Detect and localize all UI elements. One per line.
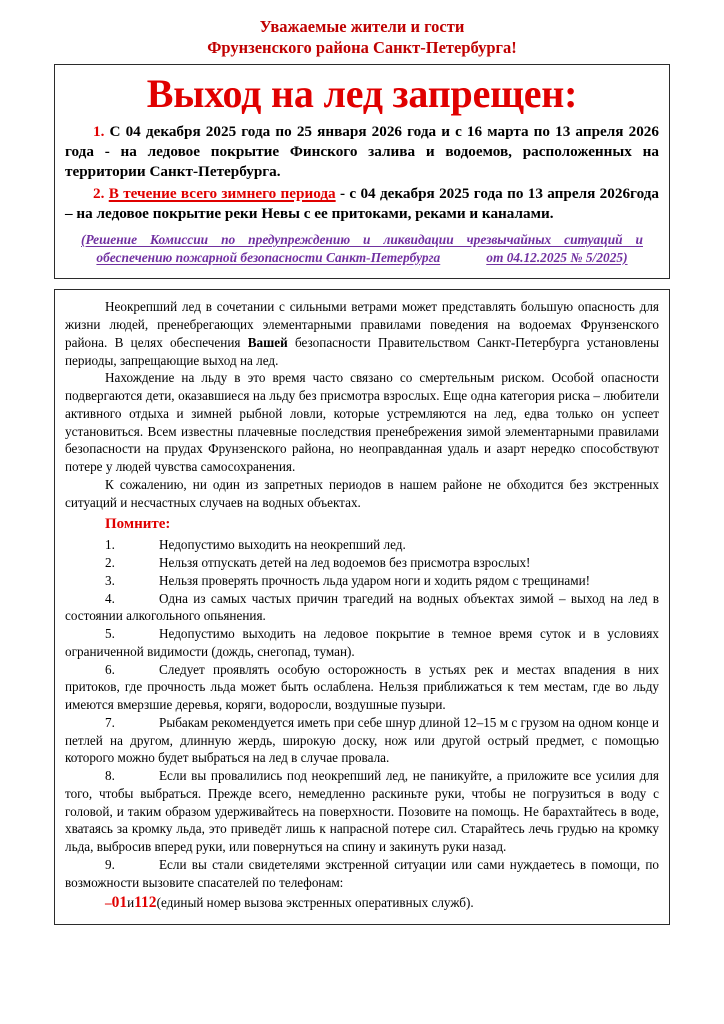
legal-citation-part-2: от 04.12.2025 № 5/2025) xyxy=(486,249,628,265)
list-item xyxy=(65,767,659,856)
rule-5-text: Недопустимо выходить на ледовое покрытие в темное время суток и в условиях ограниченной видимости (дождь, снегопад, туман). xyxy=(65,626,659,659)
salutation-block xyxy=(0,0,724,64)
rule-7-number: 7. xyxy=(105,714,115,730)
rule-3-number: 3. xyxy=(105,572,115,588)
list-item xyxy=(65,856,659,892)
list-item xyxy=(65,625,659,661)
body-paragraph-1-part-a: Неокрепший лед в сочетании с сильными ветрами может представлять большую опасность для жизни людей, пренебрегающих элементарными правилами поведения на водоемах Фрунзенского района. В целях обеспечения xyxy=(65,299,659,350)
emergency-phone-112: 112 xyxy=(134,894,157,912)
legal-citation xyxy=(81,231,643,267)
rule-8-text: Если вы провалились под неокрепший лед, не паникуйте, а приложите все усилия для того, чтобы выбраться. Прежде всего, немедленно раскиньте руки, чтобы не погрузиться в воду с головой, и таким образом удерживайтесь на поверхности. Позовите на помощь. Не барахтайтесь в воде, хватаясь за кромку льда, это приведёт лишь к напрасной потере сил. Старайтесь лечь грудью на кромку льда, выбросив вперед руки, или повернуться на спину и закинуть руки назад. xyxy=(65,768,659,855)
rule-8-number: 8. xyxy=(105,768,115,784)
list-item xyxy=(65,661,659,714)
rule-1-text: Недопустимо выходить на неокрепший лед. xyxy=(159,537,406,553)
rule-4-text: Одна из самых частых причин трагедий на водных объектах зимой – выход на лед в состоянии алкогольного опьянения. xyxy=(65,590,659,624)
emergency-conjunction: и xyxy=(127,895,135,911)
body-paragraph-2: Нахождение на льду в это время часто связано со смертельным риском. Особой опасности подвергаются дети, оказавшиеся на льду без присмотра взрослых. Еще одна категория риска – любители активного отдыха и зимней рыбной ловли, которые устремляются на лед, едва только он успеет установиться. Всем известны плачевные последствия пренебрежения зимой элементарными правилами безопасности на прудах Фрунзенского района, но неоправданная удаль и азарт нередко способствуют потере у людей чувства самосохранения. xyxy=(65,370,659,475)
rule-6-text: Следует проявлять особую осторожность в устьях рек и местах впадения в них притоков, где прочность льда может быть ослаблена. Нельзя приближаться к тем местам, где во льду имеются вмерзшие деревья, коряги, водоросли, воздушные пузыри. xyxy=(65,661,659,713)
body-paragraph-1-emphasis: Вашей xyxy=(247,334,288,350)
rule-7-text: Рыбакам рекомендуется иметь при себе шнур длиной 12–15 м с грузом на одном конце и петлей на другом, длинную жердь, широкую доску, нож или другой острый предмет, с помощью которого можно будет выбраться на лед в случае провала. xyxy=(65,714,659,766)
emergency-dash: – xyxy=(105,895,112,911)
rule-2-text: Нельзя отпускать детей на лед водоемов без присмотра взрослых! xyxy=(159,555,531,571)
list-item xyxy=(65,590,659,626)
clause-2-emphasis: В течение всего зимнего периода xyxy=(108,185,336,203)
clause-2 xyxy=(65,184,659,224)
prohibition-box xyxy=(54,64,670,279)
list-item xyxy=(65,714,659,767)
salutation-line-1: Уважаемые жители и гости xyxy=(259,17,465,36)
body-paragraph-1 xyxy=(65,298,659,369)
list-item xyxy=(65,554,659,572)
clause-1-number: 1. xyxy=(93,122,105,140)
body-paragraph-1-part-b: безопасности Правительством Санкт-Петербурга установлены периоды, запрещающие выход на лед. xyxy=(65,334,659,368)
list-item xyxy=(65,572,659,590)
rule-3-text: Нельзя проверять прочность льда ударом ноги и ходить рядом с трещинами! xyxy=(159,572,591,588)
safety-information-box xyxy=(54,289,670,925)
clause-2-text: - с 04 декабря 2025 года по 13 апреля 2026года – на ледовое покрытие реки Невы с ее притоками, реками и каналами. xyxy=(65,185,660,223)
legal-citation-part-1: (Решение Комиссии по предупреждению и ликвидации чрезвычайных ситуаций и обеспечению пожарной безопасности Санкт-Петербурга xyxy=(81,231,643,265)
emergency-note: (единый номер вызова экстренных оперативных служб). xyxy=(156,895,474,911)
clause-1 xyxy=(65,122,659,183)
body-paragraph-3: К сожалению, ни один из запретных периодов в нашем районе не обходится без экстренных ситуаций и несчастных случаев на водных объектах. xyxy=(65,476,659,510)
rule-2-number: 2. xyxy=(105,555,115,571)
page-title: Выход на лед запрещен: xyxy=(146,71,578,117)
rule-5-number: 5. xyxy=(105,626,115,642)
list-item xyxy=(65,536,659,554)
remember-heading: Помните: xyxy=(105,516,171,533)
rule-9-number: 9. xyxy=(105,856,115,872)
emergency-phone-01: 01 xyxy=(111,894,128,912)
clause-1-text: С 04 декабря 2025 года по 25 января 2026 года и с 16 марта по 13 апреля 2026 года - на ледовое покрытие Финского залива и водоемов, расположенных на территории Санкт-Петербурга. xyxy=(65,122,659,181)
rule-4-number: 4. xyxy=(105,590,115,606)
rule-1-number: 1. xyxy=(105,537,115,553)
emergency-phone-line xyxy=(65,892,659,914)
salutation-line-2: Фрунзенского района Санкт-Петербурга! xyxy=(207,38,517,58)
rule-6-number: 6. xyxy=(105,661,115,677)
clause-2-number: 2. xyxy=(93,185,105,203)
rule-9-text: Если вы стали свидетелями экстренной ситуации или сами нуждаетесь в помощи, по возможности вызовите спасателей по телефонам: xyxy=(65,856,659,890)
